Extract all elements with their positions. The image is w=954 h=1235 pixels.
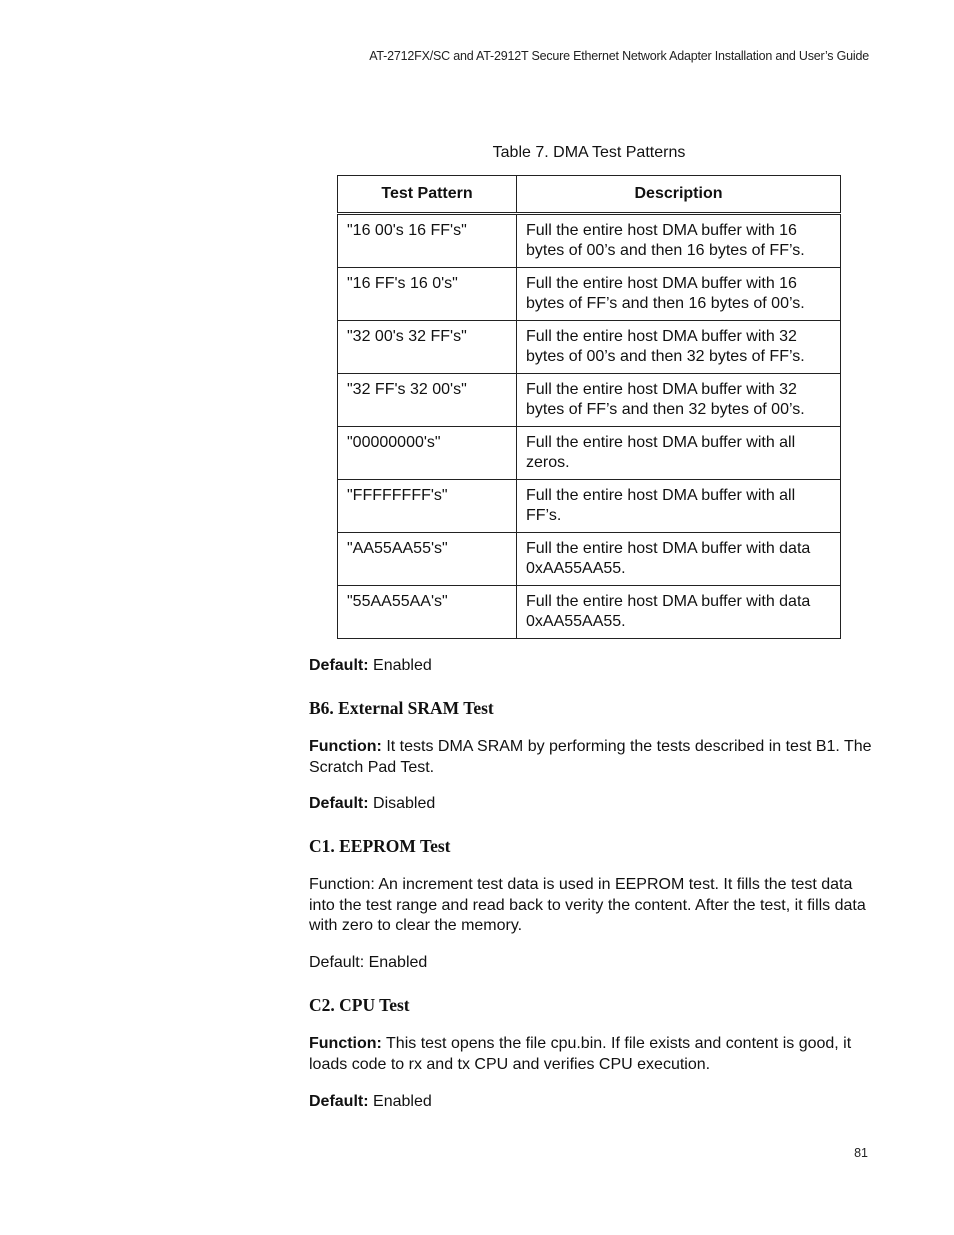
description-cell: Full the entire host DMA buffer with all zeros. — [517, 427, 841, 480]
default-enabled-paragraph — [309, 656, 874, 677]
default-value: Disabled — [373, 795, 436, 812]
column-header-test-pattern: Test Pattern — [338, 176, 517, 214]
description-cell: Full the entire host DMA buffer with data 0xAA55AA55. — [517, 533, 841, 586]
table-row — [338, 374, 841, 427]
table-row — [338, 321, 841, 374]
test-pattern-cell: "16 FF's 16 0's" — [338, 268, 517, 321]
test-pattern-cell: "AA55AA55's" — [338, 533, 517, 586]
description-cell: Full the entire host DMA buffer with data 0xAA55AA55. — [517, 586, 841, 639]
description-cell: Full the entire host DMA buffer with all FF’s. — [517, 480, 841, 533]
function-text: It tests DMA SRAM by performing the tests described in test B1. The Scratch Pad Test. — [309, 738, 872, 776]
test-pattern-cell: "32 00's 32 FF's" — [338, 321, 517, 374]
c2-function-paragraph — [309, 1034, 874, 1075]
table-row — [338, 586, 841, 639]
test-pattern-cell: "32 FF's 32 00's" — [338, 374, 517, 427]
description-cell: Full the entire host DMA buffer with 16 bytes of 00’s and then 16 bytes of FF’s. — [517, 214, 841, 268]
table-row — [338, 427, 841, 480]
table-header-row — [338, 176, 841, 214]
default-value: Enabled — [373, 657, 432, 674]
page-number: 81 — [854, 1146, 868, 1160]
running-header: AT-2712FX/SC and AT-2912T Secure Ethernet Network Adapter Installation and User’s Guide — [369, 49, 869, 63]
table-caption: Table 7. DMA Test Patterns — [492, 144, 686, 161]
dma-test-patterns-table — [337, 175, 841, 639]
test-pattern-cell: "16 00's 16 FF's" — [338, 214, 517, 268]
function-text: This test opens the file cpu.bin. If file exists and content is good, it loads code to rx and tx CPU and verifies CPU execution. — [309, 1035, 852, 1073]
c1-function-paragraph: Function: An increment test data is used in EEPROM test. It fills the test data into the test range and read back to verity the content. After the test, it fills data with zero to clear the memory. — [309, 876, 866, 934]
b6-default-paragraph — [309, 794, 874, 815]
c1-default-paragraph: Default: Enabled — [309, 954, 428, 971]
column-header-description: Description — [517, 176, 841, 214]
default-label: Default: — [309, 1093, 369, 1110]
table-row — [338, 533, 841, 586]
test-pattern-cell: "00000000's" — [338, 427, 517, 480]
description-cell: Full the entire host DMA buffer with 16 bytes of FF’s and then 16 bytes of 00’s. — [517, 268, 841, 321]
table-row — [338, 480, 841, 533]
function-label: Function: — [309, 1035, 382, 1052]
c2-default-paragraph — [309, 1092, 874, 1113]
b6-function-paragraph — [309, 737, 874, 778]
section-heading-c2: C2. CPU Test — [309, 995, 410, 1015]
section-heading-b6: B6. External SRAM Test — [309, 698, 494, 718]
function-label: Function: — [309, 738, 382, 755]
test-pattern-cell: "55AA55AA's" — [338, 586, 517, 639]
test-pattern-cell: "FFFFFFFF's" — [338, 480, 517, 533]
table-row — [338, 268, 841, 321]
table-row — [338, 214, 841, 268]
default-label: Default: — [309, 657, 369, 674]
default-label: Default: — [309, 795, 369, 812]
description-cell: Full the entire host DMA buffer with 32 bytes of FF’s and then 32 bytes of 00’s. — [517, 374, 841, 427]
description-cell: Full the entire host DMA buffer with 32 bytes of 00’s and then 32 bytes of FF’s. — [517, 321, 841, 374]
default-value: Enabled — [373, 1093, 432, 1110]
section-heading-c1: C1. EEPROM Test — [309, 836, 451, 856]
